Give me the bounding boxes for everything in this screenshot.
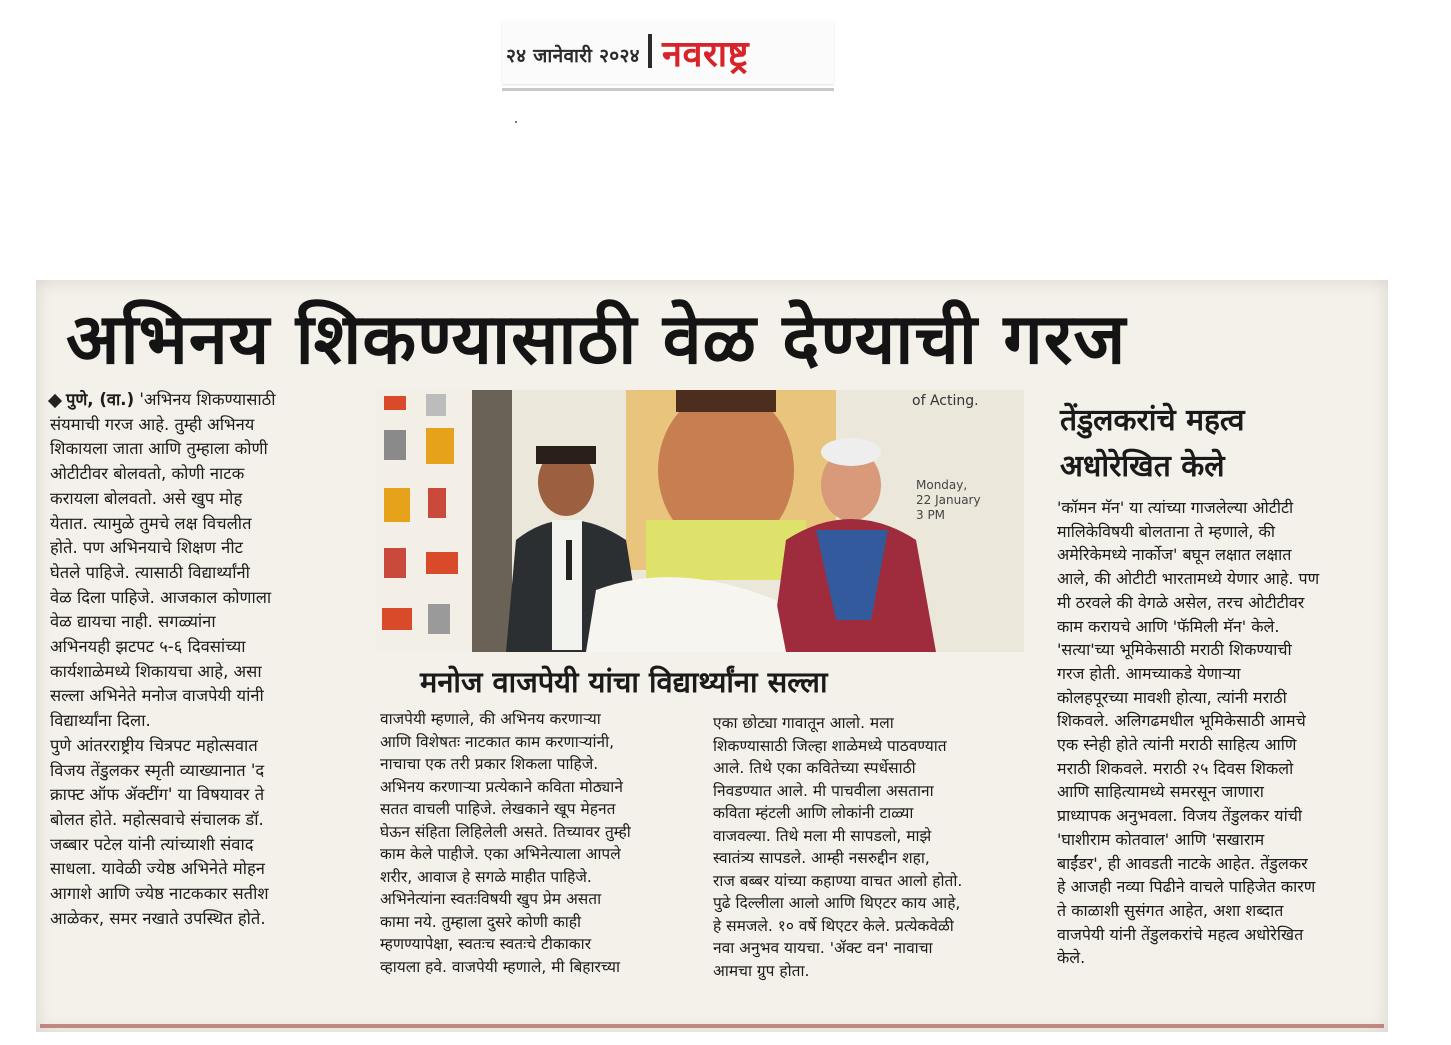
middle-column-line: निवडण्यात आले. मी पाचवीला असताना: [713, 781, 934, 800]
middle-column-line: वाजवल्या. तिथे मला मी सापडलो, माझे: [713, 826, 932, 845]
middle-column-line: वाजपेयी म्हणाले, की अभिनय करणाऱ्या: [380, 710, 601, 728]
left-column-line: बोलत होते. महोत्सवाचे संचालक डॉ.: [50, 809, 264, 829]
masthead-rule: [502, 88, 834, 91]
middle-column-line: कविता म्हंटली आणि लोकांनी टाळ्या: [713, 804, 914, 822]
publication-date: २४ जानेवारी २०२४: [506, 45, 640, 67]
middle-column-line: हे समजले. १० वर्षे थिएटर केले. प्रत्येकवेळी: [713, 916, 954, 935]
right-column-line: 'घाशीराम कोतवाल' आणि 'सखाराम: [1057, 829, 1265, 849]
middle-column-line: अभिनय करणाऱ्या प्रत्येकाने कविता मोठ्याने: [380, 777, 623, 796]
masthead: [502, 20, 834, 84]
middle-subheading: मनोज वाजपेयी यांचा विद्यार्थ्यांना सल्ला: [420, 665, 828, 699]
article-headline: अभिनय शिकण्यासाठी वेळ देण्याची गरज: [66, 298, 1127, 380]
left-column-line: होते. पण अभिनयाचे शिक्षण नीट: [50, 538, 243, 558]
left-column-line: शिकायला जाता आणि तुम्हाला कोणी: [50, 439, 268, 459]
photo-backdrop-text: of Acting.: [912, 393, 979, 409]
middle-column-line: सतत वाचली पाहिजे. लेखकाने खूप मेहनत: [380, 800, 616, 818]
left-column-line: करायला बोलवतो. असे खुप मोह: [50, 488, 243, 508]
right-column-line: प्राध्यापक अनुभवला. विजय तेंडुलकर यांची: [1057, 806, 1303, 826]
right-column-line: ते काळाशी सुसंगत आहेत, अशा शब्दात: [1057, 900, 1284, 920]
middle-column-line: काम केले पाहीजे. एका अभिनेत्याला आपले: [380, 845, 621, 863]
right-column-line: काम करायचे आणि 'फॅमिली मॅन' केले.: [1057, 616, 1280, 636]
right-column-line: बाईंडर', ही आवडती नाटके आहेत. तेंडुलकर: [1057, 853, 1308, 873]
left-column-line: संयमाची गरज आहे. तुम्ही अभिनय: [50, 414, 255, 434]
right-column-line: एक स्नेही होते त्यांनी मराठी साहित्य आणि: [1057, 735, 1297, 755]
middle-column-line: नवा अनुभव यायचा. 'ॲक्ट वन' नावाचा: [713, 939, 933, 957]
right-column-line: वाजपेयी यांनी तेंडुलकरांचे महत्व अधोरेखित: [1057, 924, 1304, 944]
right-column-line: अमेरिकेमध्ये नार्कोज' बघून लक्षात लक्षात: [1057, 545, 1292, 565]
right-column-line: केले.: [1057, 948, 1086, 968]
right-column-line: 'कॉमन मॅन' या त्यांच्या गाजलेल्या ओटीटी: [1057, 498, 1294, 517]
left-column-line: साधला. यावेळी ज्येष्ठ अभिनेते मोहन: [50, 859, 265, 879]
left-column-line: अभिनयही झटपट ५-६ दिवसांच्या: [50, 637, 246, 657]
middle-column-line: नाचाचा एक तरी प्रकार शिकला पाहिजे.: [380, 755, 599, 773]
right-column-line: आणि साहित्यामध्ये समरसून जाणारा: [1057, 782, 1264, 802]
middle-column-line: आणि विशेषतः नाटकात काम करणाऱ्यांनी,: [380, 732, 615, 751]
dateline: पुणे, (वा.): [66, 390, 135, 409]
scan-speck: [515, 121, 517, 123]
left-column-line: ओटीटीवर बोलवतो, कोणी नाटक: [50, 464, 245, 484]
left-column-line: विजय तेंडुलकर स्मृती व्याख्यानात 'द: [50, 760, 265, 780]
right-subheading: [1060, 398, 1360, 490]
left-column-line: [50, 388, 354, 413]
newspaper-logo: नवराष्ट्र: [662, 34, 750, 75]
middle-column-line: एका छोट्या गावातून आलो. मला: [713, 714, 894, 732]
middle-column-line: शिकण्यासाठी जिल्हा शाळेमध्ये पाठवण्यात: [713, 736, 947, 755]
left-column-line: वेळ दिला पाहिजे. आजकाल कोणाला: [50, 587, 272, 607]
middle-column-line: आमचा ग्रुप होता.: [713, 961, 810, 980]
right-column-line: मी ठरवले की वेगळे असेल, तरच ओटीटीवर: [1057, 592, 1305, 612]
right-column-line: मराठी शिकवले. मराठी २५ दिवस शिकलो: [1057, 758, 1294, 778]
middle-column-line: पुढे दिल्लीला आलो आणि थिएटर काय आहे,: [713, 894, 961, 912]
middle-column-line: अभिनेत्यांना स्वतःविषयी खुप प्रेम असता: [380, 890, 602, 908]
middle-column-line: आले. तिथे एका कवितेच्या स्पर्धेसाठी: [713, 759, 916, 777]
left-column-line: विद्यार्थ्यांना दिला.: [50, 711, 151, 731]
right-subheading-line: तेंडुलकरांचे महत्व: [1060, 403, 1245, 438]
middle-column-line: शरीर, आवाज हे सगळे माहीत पाहिजे.: [380, 867, 592, 886]
middle-column-2: [713, 712, 1025, 982]
middle-column-line: घेऊन संहिता लिहिलेली असते. तिच्यावर तुम्ही: [380, 822, 631, 841]
bullet-icon: [48, 393, 62, 407]
left-column-line: घेतले पाहिजे. त्यासाठी विद्यार्थ्यांनी: [50, 562, 250, 582]
left-column-line: आळेकर, समर नखाते उपस्थित होते.: [50, 908, 266, 928]
right-column-line: हे आजही नव्या पिढीने वाचले पाहिजेत कारण: [1057, 877, 1316, 897]
photo-schedule-text: Monday, 22 January 3 PM: [916, 478, 981, 522]
left-column-line: वेळ द्यायचा नाही. सगळ्यांना: [50, 612, 216, 632]
left-column: [50, 388, 354, 931]
right-column-line: गरज होती. आमच्याकडे येणाऱ्या: [1057, 663, 1241, 683]
middle-column-line: कामा नये. तुम्हाला दुसरे कोणी काही: [380, 912, 581, 931]
left-column-line: सल्ला अभिनेते मनोज वाजपेयी यांनी: [50, 686, 264, 706]
middle-column-line: व्हायला हवे. वाजपेयी म्हणाले, मी बिहारच्या: [380, 957, 621, 976]
left-column-line: कार्यशाळेमध्ये शिकायचा आहे, असा: [50, 661, 262, 681]
left-column-line: क्राफ्ट ऑफ ॲक्टींग' या विषयावर ते: [50, 785, 265, 805]
middle-column-line: म्हणण्यापेक्षा, स्वतःच स्वतःचे टीकाकार: [380, 935, 592, 953]
right-subheading-line: अधोरेखित केले: [1060, 449, 1225, 484]
middle-column-line: राज बब्बर यांच्या कहाण्या वाचत आलो होतो.: [713, 871, 963, 890]
left-column-line: आगाशे आणि ज्येष्ठ नाटककार सतीश: [50, 884, 269, 904]
masthead-separator: [648, 34, 652, 68]
right-column-line: शिकवले. अलिगढमधील भूमिकेसाठी आमचे: [1057, 711, 1306, 731]
middle-column-1: [380, 708, 680, 978]
clipping-bottom-rule: [40, 1024, 1384, 1028]
left-column-line: येतात. त्यामुळे तुमचे लक्ष विचलीत: [50, 513, 252, 533]
right-column-line: 'सत्या'च्या भूमिकेसाठी मराठी शिकण्याची: [1057, 640, 1292, 660]
left-column-line: पुणे आंतरराष्ट्रीय चित्रपट महोत्सवात: [50, 735, 258, 755]
right-column-line: कोलहपूरच्या मावशी होत्या, त्यांनी मराठी: [1057, 687, 1287, 707]
middle-column-line: स्वातंत्र्य सापडले. आम्ही नसरुद्दीन शहा,: [713, 849, 930, 867]
right-column-line: मालिकेविषयी बोलताना ते म्हणाले, की: [1057, 521, 1275, 541]
right-column: [1057, 496, 1369, 970]
right-column-line: आले, की ओटीटी भारतामध्ये येणार आहे. पण: [1057, 569, 1320, 589]
left-column-line-text: 'अभिनय शिकण्यासाठी: [134, 390, 276, 409]
left-column-line: जब्बार पटेल यांनी त्यांच्याशी संवाद: [50, 834, 254, 854]
